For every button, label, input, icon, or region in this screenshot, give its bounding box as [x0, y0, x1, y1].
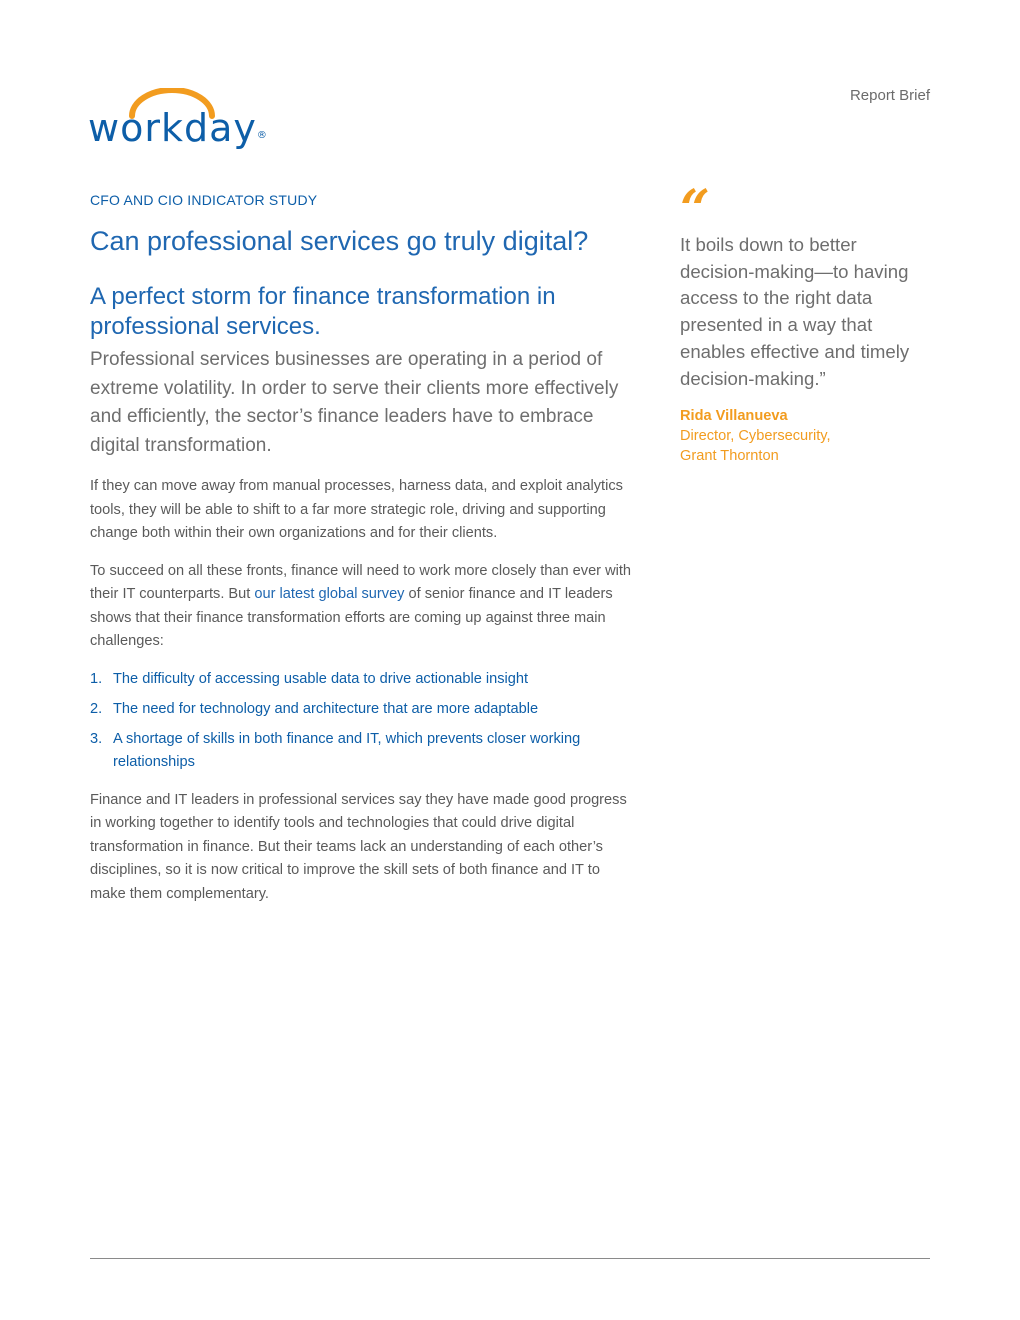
global-survey-link[interactable]: our latest global survey [254, 586, 405, 602]
challenge-item [90, 668, 635, 692]
page-title: Can professional services go truly digital? [90, 226, 589, 256]
registered-mark: ® [256, 130, 267, 141]
challenge-number: 1. [90, 670, 103, 687]
logo-wordmark: workday® [88, 106, 267, 150]
body-paragraph-2 [90, 560, 635, 654]
paragraph-2-text-start: To succeed on all these fronts, finance will need to work more closely than ever with their IT counterparts. But [90, 562, 632, 602]
quote-author-organization: Grant Thornton [680, 448, 779, 465]
challenge-number: 2. [90, 700, 103, 717]
quote-author-role: Director, Cybersecurity, [680, 428, 831, 445]
challenges-list [90, 668, 635, 775]
quote-text: It boils down to better decision-making—to having access to the right data presented in a way that enables effective and timely decision-making.” [680, 234, 910, 389]
workday-logo [88, 88, 267, 158]
report-type-label: Report Brief [849, 87, 930, 104]
section-subtitle: A perfect storm for finance transformation in professional services. [90, 283, 556, 340]
challenge-number: 3. [90, 730, 103, 747]
paragraph-2-text-end: of senior finance and IT leaders shows that their finance transformation efforts are coming up against three main challenges: [90, 586, 613, 649]
challenge-item [90, 728, 635, 775]
study-eyebrow: CFO AND CIO INDICATOR STUDY [90, 192, 318, 208]
pull-quote [680, 179, 930, 466]
footer-divider [90, 1258, 930, 1259]
challenge-text: The difficulty of accessing usable data to drive actionable insight [113, 670, 529, 687]
quote-mark-icon: “ [680, 179, 710, 240]
article-main [90, 192, 635, 906]
challenge-text: A shortage of skills in both finance and IT, which prevents closer working relationships [113, 730, 581, 770]
lead-paragraph: Professional services businesses are operating in a period of extreme volatility. In order to serve their clients more effectively and efficiently, the sector’s finance leaders have to embrace digital transformation. [90, 349, 619, 456]
quote-author-name: Rida Villanueva [680, 408, 788, 425]
challenge-item [90, 698, 635, 722]
body-paragraph-3: Finance and IT leaders in professional services say they have made good progress in working together to identify tools and technologies that could drive digital transformation in finance. But their teams lack an understanding of each other’s disciplines, so it is now critical to improve the skill sets of both finance and IT to make them complementary. [90, 791, 627, 902]
challenge-text: The need for technology and architecture that are more adaptable [113, 700, 539, 717]
body-paragraph-1: If they can move away from manual processes, harness data, and exploit analytics tools, they will be able to shift to a far more strategic role, driving and supporting change both within their own organizations and for their clients. [90, 478, 623, 541]
